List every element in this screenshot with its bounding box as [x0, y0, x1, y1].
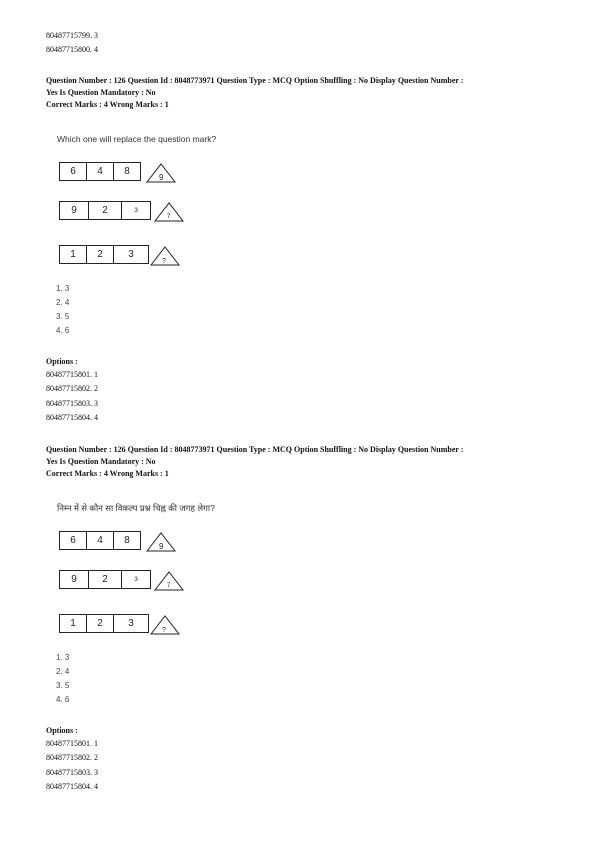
answer-choice: 4. 6	[56, 326, 70, 335]
figure-cell: 3	[113, 245, 149, 264]
triangle-figure	[153, 570, 187, 592]
figure-cell: 6	[59, 531, 87, 550]
triangle-figure	[153, 201, 187, 223]
triangle-label: 7	[167, 583, 171, 589]
question-header-line-2: Yes Is Question Mandatory : No	[46, 457, 156, 466]
figure-cell: 3	[121, 201, 151, 220]
figure-cell: 2	[86, 614, 114, 633]
question-text: निम्न में से कौन सा विकल्प प्रश्न चिह्न की जगह लेगा?	[57, 503, 215, 513]
figure-cell: 2	[88, 570, 122, 589]
figure-cell: 3	[121, 570, 151, 589]
option-line: 80487715800. 4	[46, 45, 98, 54]
options-title: Options :	[46, 357, 78, 366]
option-line: 80487715804. 4	[46, 782, 98, 791]
figure-cell: 1	[59, 245, 87, 264]
options-title: Options :	[46, 726, 78, 735]
figure-row-1	[59, 531, 189, 553]
option-line: 80487715801. 1	[46, 370, 98, 379]
answer-choice: 2. 4	[56, 667, 70, 676]
question-header-line-1: Question Number : 126 Question Id : 8048773971 Question Type : MCQ Option Shuffling : No Display Question Number :	[46, 445, 464, 454]
figure-cell: 4	[86, 162, 114, 181]
option-line: 80487715804. 4	[46, 413, 98, 422]
figure-cell: 1	[59, 614, 87, 633]
answer-choice: 1. 3	[56, 653, 70, 662]
triangle-label: ?	[162, 627, 166, 634]
question-header-line-1: Question Number : 126 Question Id : 8048773971 Question Type : MCQ Option Shuffling : No Display Question Number :	[46, 76, 464, 85]
figure-cell: 8	[113, 531, 141, 550]
answer-choice: 1. 3	[56, 284, 70, 293]
figure-cell: 2	[88, 201, 122, 220]
figure-row-3	[59, 614, 189, 636]
answer-choice: 3. 5	[56, 312, 70, 321]
question-text: Which one will replace the question mark?	[57, 134, 217, 144]
figure-cell: 8	[113, 162, 141, 181]
triangle-figure	[145, 162, 179, 184]
triangle-figure	[145, 531, 179, 553]
triangle-label: 9	[159, 173, 164, 182]
option-line: 80487715803. 3	[46, 768, 98, 777]
figure-row-1	[59, 162, 189, 184]
question-header-line-3: Correct Marks : 4 Wrong Marks : 1	[46, 100, 169, 109]
answer-choice: 4. 6	[56, 695, 70, 704]
option-line: 80487715803. 3	[46, 399, 98, 408]
option-line: 80487715802. 2	[46, 384, 98, 393]
triangle-label: ?	[162, 258, 166, 265]
option-line: 80487715802. 2	[46, 753, 98, 762]
figure-cell: 3	[113, 614, 149, 633]
triangle-label: 7	[167, 214, 171, 220]
option-line: 80487715801. 1	[46, 739, 98, 748]
question-header-line-2: Yes Is Question Mandatory : No	[46, 88, 156, 97]
figure-cell: 9	[59, 201, 89, 220]
figure-cell: 2	[86, 245, 114, 264]
triangle-figure	[149, 245, 183, 267]
option-line: 80487715799. 3	[46, 31, 98, 40]
triangle-figure	[149, 614, 183, 636]
question-header-line-3: Correct Marks : 4 Wrong Marks : 1	[46, 469, 169, 478]
triangle-label: 9	[159, 542, 164, 551]
figure-cell: 9	[59, 570, 89, 589]
figure-row-2	[59, 201, 189, 223]
figure-cell: 4	[86, 531, 114, 550]
answer-choice: 3. 5	[56, 681, 70, 690]
figure-row-3	[59, 245, 189, 267]
figure-cell: 6	[59, 162, 87, 181]
answer-choice: 2. 4	[56, 298, 70, 307]
figure-row-2	[59, 570, 189, 592]
